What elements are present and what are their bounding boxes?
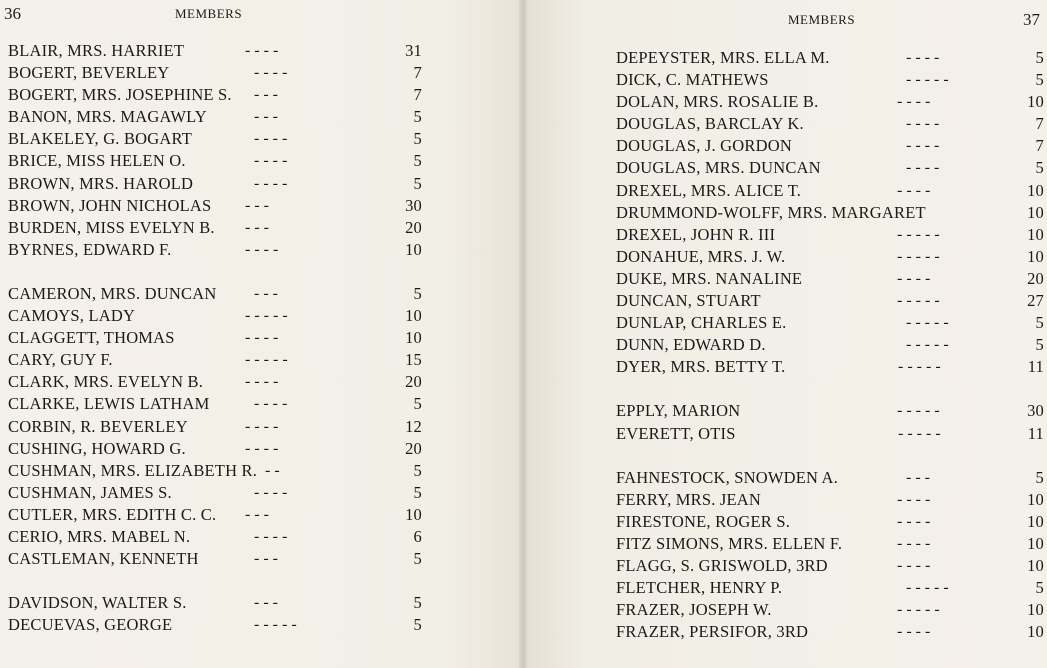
member-value: 30 — [405, 195, 422, 215]
leader-dashes: - - - - — [906, 49, 940, 66]
leader-dashes: - - - - — [906, 159, 940, 177]
member-entry — [8, 393, 422, 415]
member-value: 5 — [1035, 578, 1044, 598]
member-name: DOUGLAS, MRS. DUNCAN — [616, 158, 821, 178]
member-name: CLAGGETT, THOMAS — [8, 328, 175, 348]
member-entry — [8, 150, 422, 172]
member-entry — [8, 305, 422, 327]
member-value: 5 — [413, 151, 422, 171]
member-entry — [616, 334, 1044, 356]
leader-dashes: - - - - — [245, 373, 279, 391]
leader-dashes: - - - - - — [897, 402, 940, 420]
member-value: 10 — [1027, 511, 1044, 531]
leader-dashes: - - - — [245, 505, 269, 523]
member-value: 11 — [1027, 423, 1044, 443]
member-name: BOGERT, BEVERLEY — [8, 63, 170, 83]
member-value: 10 — [1027, 555, 1044, 575]
leader-dashes: - - - - — [254, 395, 288, 413]
member-name: DUNN, EDWARD D. — [616, 335, 766, 355]
member-name: EVERETT, OTIS — [616, 423, 736, 443]
member-entry — [8, 349, 422, 371]
member-value: 5 — [413, 460, 422, 480]
member-value: 10 — [1027, 92, 1044, 112]
member-entry — [8, 526, 422, 548]
member-value: 5 — [413, 107, 422, 127]
leader-dashes: - - - — [245, 196, 269, 214]
member-value: 5 — [413, 549, 422, 569]
member-name: BLAKELEY, G. BOGART — [8, 129, 193, 149]
member-entry — [616, 400, 1044, 422]
leader-dashes: - - - - — [254, 152, 288, 170]
member-entry — [8, 40, 422, 62]
group-spacer — [8, 570, 422, 592]
member-value: 20 — [405, 438, 422, 458]
leader-dashes: - - - - — [245, 417, 279, 435]
member-value: 5 — [1035, 48, 1044, 67]
member-name: CLARK, MRS. EVELYN B. — [8, 372, 204, 392]
member-name: DRUMMOND-WOLFF, MRS. MARGARET — [616, 202, 926, 222]
member-entry — [616, 91, 1044, 113]
leader-dashes: - - - — [254, 550, 278, 568]
member-name: CASTLEMAN, KENNETH — [8, 549, 199, 569]
member-value: 11 — [1027, 357, 1044, 377]
member-name: BRICE, MISS HELEN O. — [8, 151, 186, 171]
member-name: DONAHUE, MRS. J. W. — [616, 246, 786, 266]
member-list — [8, 40, 422, 636]
member-name: DREXEL, MRS. ALICE T. — [616, 180, 802, 200]
member-list — [616, 47, 1044, 643]
member-entry — [616, 113, 1044, 135]
leader-dashes: - - - - — [245, 439, 279, 457]
member-entry — [616, 157, 1044, 179]
member-name: FIRESTONE, ROGER S. — [616, 511, 791, 531]
member-entry — [616, 423, 1044, 445]
leader-dashes: - - - - — [897, 490, 931, 508]
leader-dashes: - - - — [254, 108, 278, 126]
leader-dashes: - - - - - — [897, 292, 940, 310]
member-value: 10 — [1027, 533, 1044, 553]
leader-dashes: - - - - — [897, 181, 931, 199]
member-entry — [616, 467, 1044, 489]
member-value: 30 — [1027, 401, 1044, 421]
leader-dashes: - - - - — [897, 269, 931, 287]
member-name: CLARKE, LEWIS LATHAM — [8, 394, 210, 414]
member-value: 5 — [1035, 313, 1044, 333]
member-name: DICK, C. MATHEWS — [616, 70, 769, 90]
member-value: 10 — [1027, 224, 1044, 244]
member-entry — [8, 217, 422, 239]
leader-dashes: - - - - — [245, 240, 279, 258]
member-value: 10 — [405, 504, 422, 524]
member-value: 7 — [413, 85, 422, 105]
member-name: EPPLY, MARION — [616, 401, 741, 421]
leader-dashes: - - - — [254, 284, 278, 302]
member-name: CUSHMAN, JAMES S. — [8, 482, 172, 502]
member-value: 10 — [1027, 489, 1044, 509]
leader-dashes: - - - - - — [906, 314, 949, 332]
member-entry — [616, 290, 1044, 312]
member-name: DOLAN, MRS. ROSALIE B. — [616, 92, 819, 112]
member-entry — [616, 577, 1044, 599]
member-value: 5 — [413, 482, 422, 502]
member-name: CARY, GUY F. — [8, 350, 113, 370]
member-name: BOGERT, MRS. JOSEPHINE S. — [8, 85, 232, 105]
leader-dashes: - - - - - — [898, 424, 941, 442]
member-entry — [8, 614, 422, 636]
member-value: 10 — [1027, 246, 1044, 266]
member-entry — [8, 195, 422, 217]
left-page — [0, 0, 523, 668]
leader-dashes: - - - - - — [245, 307, 288, 325]
leader-dashes: - - - - — [254, 527, 288, 545]
member-value: 7 — [1035, 114, 1044, 134]
member-value: 10 — [1027, 180, 1044, 200]
member-entry — [8, 416, 422, 438]
member-entry — [8, 548, 422, 570]
book-gutter — [519, 0, 527, 668]
member-name: CUTLER, MRS. EDITH C. C. — [8, 504, 217, 524]
member-value: 12 — [405, 416, 422, 436]
leader-dashes: - - - - - — [254, 616, 297, 634]
leader-dashes: - - - - - — [906, 71, 949, 89]
group-spacer — [616, 378, 1044, 400]
leader-dashes: - - - - — [245, 329, 279, 347]
member-value: 7 — [413, 63, 422, 83]
leader-dashes: - - - - — [897, 556, 931, 574]
member-name: FRAZER, PERSIFOR, 3RD — [616, 622, 809, 642]
member-value: 5 — [1035, 158, 1044, 178]
leader-dashes: - - - — [245, 218, 269, 236]
member-entry — [8, 128, 422, 150]
leader-dashes: - - - - — [906, 137, 940, 155]
member-entry — [616, 47, 1044, 69]
leader-dashes: - - - - - — [906, 336, 949, 354]
member-entry — [8, 106, 422, 128]
member-name: BROWN, MRS. HAROLD — [8, 173, 194, 193]
leader-dashes: - - - - — [254, 64, 288, 82]
member-name: FLAGG, S. GRISWOLD, 3RD — [616, 555, 828, 575]
member-entry — [616, 69, 1044, 91]
member-value: 5 — [1035, 335, 1044, 355]
member-entry — [616, 246, 1044, 268]
member-value: 7 — [1035, 136, 1044, 156]
member-name: BANON, MRS. MAGAWLY — [8, 107, 207, 127]
member-entry — [616, 533, 1044, 555]
member-value: 6 — [413, 526, 422, 546]
member-name: CAMOYS, LADY — [8, 306, 136, 326]
member-value: 27 — [1027, 291, 1044, 311]
member-entry — [616, 202, 1044, 224]
member-name: DEPEYSTER, MRS. ELLA M. — [616, 48, 830, 67]
leader-dashes: - - - — [254, 594, 278, 612]
member-entry — [8, 327, 422, 349]
leader-dashes: - - - - — [906, 115, 940, 133]
member-value: 10 — [405, 239, 422, 259]
member-name: BLAIR, MRS. HARRIET — [8, 41, 185, 60]
member-value: 10 — [1027, 600, 1044, 620]
member-entry — [616, 180, 1044, 202]
member-value: 5 — [413, 394, 422, 414]
member-entry — [8, 173, 422, 195]
member-name: FAHNESTOCK, SNOWDEN A. — [616, 467, 838, 487]
member-name: BYRNES, EDWARD F. — [8, 239, 172, 259]
member-value: 20 — [405, 217, 422, 237]
leader-dashes: - - - - - — [897, 601, 940, 619]
member-entry — [616, 268, 1044, 290]
member-name: CERIO, MRS. MABEL N. — [8, 526, 191, 546]
member-name: DUNLAP, CHARLES E. — [616, 313, 787, 333]
member-entry — [8, 482, 422, 504]
leader-dashes: - - - - — [245, 42, 279, 59]
leader-dashes: - - - - — [897, 93, 931, 111]
member-name: DOUGLAS, J. GORDON — [616, 136, 792, 156]
leader-dashes: - - — [265, 461, 280, 479]
member-entry — [8, 239, 422, 261]
member-value: 5 — [413, 173, 422, 193]
member-name: CUSHMAN, MRS. ELIZABETH R. — [8, 460, 258, 480]
member-name: FERRY, MRS. JEAN — [616, 489, 762, 509]
member-name: DUNCAN, STUART — [616, 291, 761, 311]
member-entry — [616, 312, 1044, 334]
leader-dashes: - - - - — [897, 623, 931, 641]
member-name: DREXEL, JOHN R. III — [616, 224, 776, 244]
leader-dashes: - - - - — [254, 483, 288, 501]
member-value: 10 — [405, 306, 422, 326]
member-name: CUSHING, HOWARD G. — [8, 438, 186, 458]
leader-dashes: - - - - - — [897, 247, 940, 265]
member-name: FITZ SIMONS, MRS. ELLEN F. — [616, 533, 843, 553]
running-header: MEMBERS — [788, 12, 856, 27]
member-name: FLETCHER, HENRY P. — [616, 578, 783, 598]
member-entry — [8, 62, 422, 84]
member-value: 5 — [1035, 70, 1044, 90]
member-name: BURDEN, MISS EVELYN B. — [8, 217, 215, 237]
member-name: CORBIN, R. BEVERLEY — [8, 416, 188, 436]
member-name: DYER, MRS. BETTY T. — [616, 357, 786, 377]
member-value: 5 — [1035, 467, 1044, 487]
leader-dashes: - - - - - — [245, 351, 288, 369]
leader-dashes: - - - - — [254, 174, 288, 192]
member-entry — [8, 592, 422, 614]
page-number: 36 — [4, 4, 21, 23]
leader-dashes: - - - - - — [897, 225, 940, 243]
member-entry — [616, 135, 1044, 157]
member-name: DECUEVAS, GEORGE — [8, 615, 173, 635]
member-entry — [616, 489, 1044, 511]
page-number: 37 — [1023, 10, 1040, 29]
member-value: 31 — [405, 41, 422, 60]
member-name: FRAZER, JOSEPH W. — [616, 600, 772, 620]
leader-dashes: - - - - - — [898, 358, 941, 376]
member-entry — [616, 555, 1044, 577]
member-name: DOUGLAS, BARCLAY K. — [616, 114, 804, 134]
member-value: 5 — [413, 615, 422, 635]
member-entry — [616, 224, 1044, 246]
member-entry — [616, 599, 1044, 621]
leader-dashes: - - - - — [254, 130, 288, 148]
member-value: 5 — [413, 283, 422, 303]
member-entry — [8, 504, 422, 526]
member-name: DAVIDSON, WALTER S. — [8, 593, 187, 613]
member-entry — [8, 371, 422, 393]
member-name: CAMERON, MRS. DUNCAN — [8, 283, 217, 303]
right-page — [523, 0, 1046, 668]
member-value: 5 — [413, 129, 422, 149]
member-value: 10 — [405, 328, 422, 348]
running-header: MEMBERS — [175, 6, 243, 21]
member-entry — [8, 283, 422, 305]
member-entry — [8, 84, 422, 106]
member-value: 10 — [1027, 622, 1044, 642]
member-value: 15 — [405, 350, 422, 370]
member-value: 10 — [1027, 202, 1044, 222]
member-entry — [616, 511, 1044, 533]
member-value: 20 — [1027, 268, 1044, 288]
member-value: 5 — [413, 593, 422, 613]
member-value: 20 — [405, 372, 422, 392]
leader-dashes: - - - - - — [906, 579, 949, 597]
member-entry — [616, 621, 1044, 643]
member-entry — [8, 460, 422, 482]
leader-dashes: - - - — [906, 468, 930, 486]
group-spacer — [616, 445, 1044, 467]
member-entry — [8, 438, 422, 460]
leader-dashes: - - - - — [897, 534, 931, 552]
member-name: BROWN, JOHN NICHOLAS — [8, 195, 212, 215]
leader-dashes: - - - — [254, 86, 278, 104]
group-spacer — [8, 261, 422, 283]
member-name: DUKE, MRS. NANALINE — [616, 268, 803, 288]
member-entry — [616, 356, 1044, 378]
leader-dashes: - - - - — [897, 512, 931, 530]
